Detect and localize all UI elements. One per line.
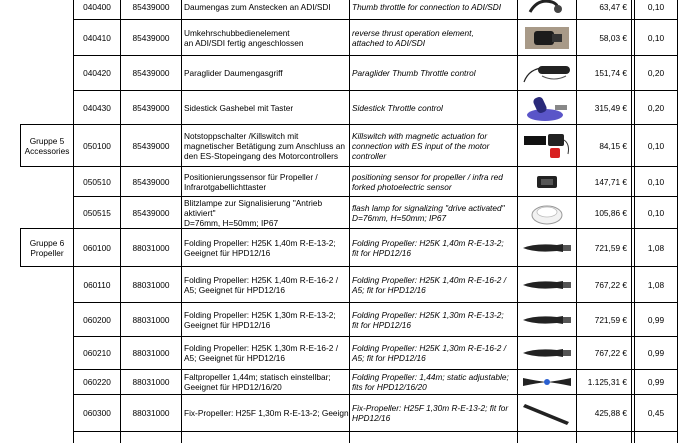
description-en: Folding Propeller: H25K 1,30m R-E-13-2; fit for HPD12/16	[352, 309, 504, 330]
price: 58,03 €	[599, 32, 627, 43]
description-de: Daumengas zum Anstecken an ADI/SDI	[184, 1, 331, 12]
paraglider-throttle-icon	[518, 56, 576, 90]
customs-code: 85439000	[132, 176, 170, 187]
customs-code: 88031000	[132, 242, 170, 253]
customs-code: 85439000	[132, 207, 170, 218]
description-de: Positionierungssensor für Propeller / Infrarotgabellichttaster	[184, 171, 318, 192]
customs-code: 85439000	[132, 102, 170, 113]
grid-line	[677, 0, 678, 443]
customs-code: 85439000	[132, 1, 170, 12]
article-code: 060220	[83, 377, 111, 387]
value: 1,08	[647, 279, 665, 290]
description-de: Folding Propeller: H25K 1,40m R-E-16-2 / A5; Geeignet für HPD12/16	[184, 274, 339, 295]
description-en: flash lamp for signalizing "drive activated" D=76mm, H=50mm; IP67	[352, 202, 505, 223]
group-label-propeller: Gruppe 6 Propeller	[20, 228, 74, 267]
price: 63,47 €	[599, 1, 627, 12]
value: 0,10	[647, 140, 665, 151]
description-en: Folding Propeller: H25K 1,30m R-E-16-2 / A5; fit for HPD12/16	[352, 343, 507, 363]
description-en: positioning sensor for propeller / infra red forked photoelectric sensor	[352, 171, 503, 192]
customs-code: 85439000	[132, 140, 170, 151]
price: 721,59 €	[594, 242, 627, 253]
value: 0,10	[647, 207, 665, 218]
row-divider	[73, 431, 678, 432]
description-en: Folding Propeller: H25K 1,40m R-E-13-2; fit for HPD12/16	[352, 237, 504, 258]
value: 0,99	[647, 314, 665, 325]
value: 0,45	[647, 408, 665, 418]
positioning-sensor-icon	[518, 167, 576, 196]
article-code: 040410	[83, 32, 111, 43]
folding-propeller-icon	[518, 303, 576, 336]
value: 0,99	[647, 348, 665, 358]
value: 0,10	[647, 32, 665, 43]
reverse-thrust-element-icon	[518, 20, 576, 55]
article-code: 050100	[83, 140, 111, 151]
killswitch-icon	[518, 125, 576, 166]
price: 1.125,31 €	[587, 377, 627, 387]
folding-propeller-icon	[518, 229, 576, 266]
value: 0,20	[647, 102, 665, 113]
description-de: Faltpropeller 1,44m; statisch einstellbar; Geeignet für HPD12/16/20	[184, 372, 331, 392]
price: 315,49 €	[594, 102, 627, 113]
folding-propeller-icon	[518, 337, 576, 369]
price: 84,15 €	[599, 140, 627, 151]
description-de: Paraglider Daumengasgriff	[184, 68, 283, 78]
value: 0,10	[647, 1, 665, 12]
description-de: Fix-Propeller: H25F 1,30m R-E-13-2; Geeign	[184, 408, 349, 418]
group-label-accessories: Gruppe 5 Accessories	[20, 124, 74, 167]
grid-line	[631, 0, 632, 443]
folding-propeller-icon	[518, 267, 576, 302]
description-en: Thumb throttle for connection to ADI/SDI	[352, 1, 502, 12]
price: 147,71 €	[594, 176, 627, 187]
flash-lamp-icon	[518, 197, 576, 228]
value: 0,20	[647, 68, 665, 78]
price: 105,86 €	[594, 207, 627, 218]
description-de: Sidestick Gashebel mit Taster	[184, 102, 294, 113]
value: 0,10	[647, 176, 665, 187]
adjustable-propeller-icon	[518, 370, 576, 394]
description-de: Folding Propeller: H25K 1,30m R-E-16-2 / A5; Geeignet für HPD12/16	[184, 343, 339, 363]
price: 425,88 €	[594, 408, 627, 418]
description-en: Folding Propeller: H25K 1,40m R-E-16-2 / A5; fit for HPD12/16	[352, 274, 507, 295]
customs-code: 85439000	[132, 68, 170, 78]
customs-code: 88031000	[132, 348, 170, 358]
description-en: Sidestick Throttle control	[352, 102, 443, 113]
article-code: 040400	[83, 1, 111, 12]
article-code: 040430	[83, 102, 111, 113]
description-en: Folding Propeller: 1,44m; static adjustable; fits for HPD12/16/20	[352, 372, 509, 392]
fix-propeller-icon	[518, 395, 576, 431]
article-code: 050515	[83, 207, 111, 218]
customs-code: 88031000	[132, 377, 170, 387]
description-en: Paraglider Thumb Throttle control	[352, 68, 476, 78]
article-code: 040420	[83, 68, 111, 78]
customs-code: 88031000	[132, 408, 170, 418]
article-code: 060210	[83, 348, 111, 358]
price: 151,74 €	[594, 68, 627, 78]
article-code: 060110	[83, 279, 111, 290]
price: 767,22 €	[594, 348, 627, 358]
description-en: Fix-Propeller: H25F 1,30m R-E-13-2; fit for HPD12/16	[352, 403, 509, 423]
article-code: 060100	[83, 242, 111, 253]
description-de: Blitzlampe zur Signalisierung "Antrieb aktiviert" D=76mm, H=50mm; IP67	[184, 197, 323, 228]
article-code: 060200	[83, 314, 111, 325]
article-code: 050510	[83, 176, 111, 187]
customs-code: 88031000	[132, 314, 170, 325]
thumb-throttle-icon	[518, 0, 576, 19]
description-en: Killswitch with magnetic actuation for connection with ES input of the motor controller	[352, 130, 490, 161]
sidestick-throttle-icon	[518, 91, 576, 124]
article-code: 060300	[83, 408, 111, 418]
description-de: Folding Propeller: H25K 1,40m R-E-13-2; Geeignet für HPD12/16	[184, 237, 336, 258]
description-de: Folding Propeller: H25K 1,30m R-E-13-2; Geeignet für HPD12/16	[184, 309, 336, 330]
price: 767,22 €	[594, 279, 627, 290]
value: 1,08	[647, 242, 665, 253]
price: 721,59 €	[594, 314, 627, 325]
customs-code: 85439000	[132, 32, 170, 43]
value: 0,99	[647, 377, 665, 387]
description-en: reverse thrust operation element, attached to ADI/SDI	[352, 27, 474, 48]
customs-code: 88031000	[132, 279, 170, 290]
description-de: Umkehrschubbedienelement an ADI/SDI fertig angeschlossen	[184, 27, 304, 48]
description-de: Notstoppschalter /Killswitch mit magnetischer Betätigung zum Anschluss an den ES-Stopeingang des Motorcontrollers	[184, 130, 345, 161]
